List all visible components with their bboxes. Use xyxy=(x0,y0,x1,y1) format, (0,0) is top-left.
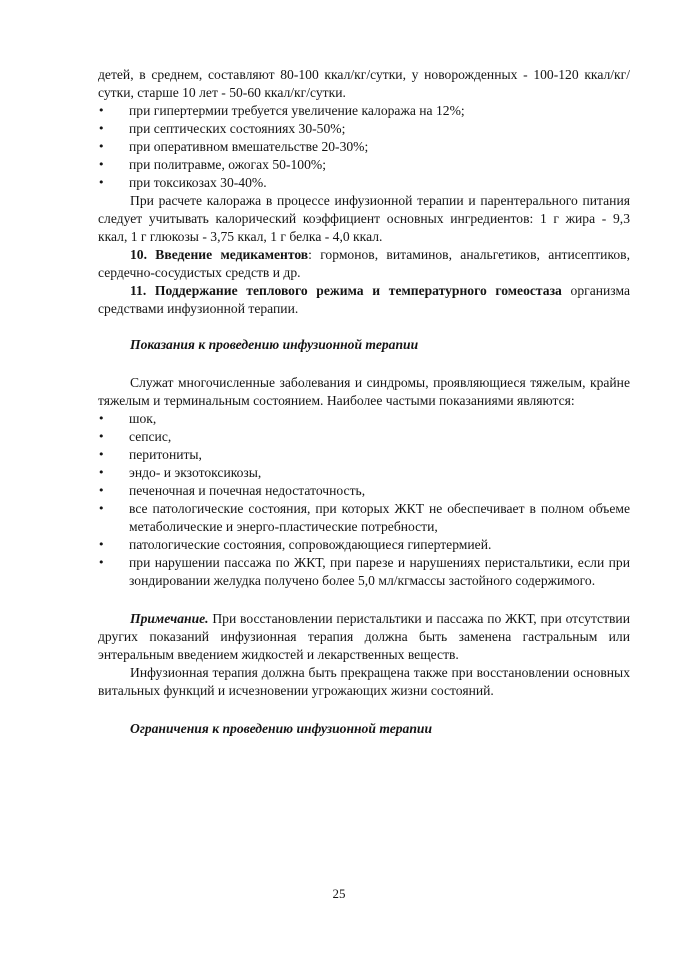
list-item: • эндо- и экзотоксикозы, xyxy=(98,464,630,482)
item-10-paragraph xyxy=(98,246,630,282)
heading-limitations: Ограничения к проведению инфузионной терапии xyxy=(130,721,433,736)
list-item: • перитониты, xyxy=(98,446,630,464)
stop-paragraph: Инфузионная терапия должна быть прекращена также при восстановлении основных витальных функций и исчезновении угрожающих жизни состояний. xyxy=(98,665,630,698)
item-11-paragraph xyxy=(98,282,630,318)
document-page xyxy=(98,66,630,738)
indications-bullet-list xyxy=(98,410,630,590)
list-item: • все патологические состояния, при которых ЖКТ не обеспечивает в полном объеме метаболические и энерго-пластические потребности, xyxy=(98,500,630,536)
item-10-text: : гормонов, витаминов, анальгетиков, антисептиков, сердечно-сосудистых средств и др. xyxy=(98,247,630,280)
list-item: • при септических состояниях 30-50%; xyxy=(98,120,630,138)
heading-indications: Показания к проведению инфузионной терапии xyxy=(130,337,419,352)
list-item: • шок, xyxy=(98,410,630,428)
list-item: • при политравме, ожогах 50-100%; xyxy=(98,156,630,174)
list-item: • при оперативном вмешательстве 20-30%; xyxy=(98,138,630,156)
list-item: • при токсикозах 30-40%. xyxy=(98,174,630,192)
page-number: 25 xyxy=(332,886,346,901)
item-10-lead: 10. Введение медикаментов xyxy=(130,247,309,262)
list-item: • сепсис, xyxy=(98,428,630,446)
item-11-text: организма средствами инфузионной терапии. xyxy=(98,283,630,316)
list-item: • патологические состояния, сопровождающиеся гипертермией. xyxy=(98,536,630,554)
note-paragraph xyxy=(98,610,630,664)
list-item: • при гипертермии требуется увеличение калоража на 12%; xyxy=(98,102,630,120)
continuation-paragraph: детей, в среднем, составляют 80-100 ккал/кг/сутки, у новорожденных - 100-120 ккал/кг/сутки, старше 10 лет - 50-60 ккал/кг/сутки. xyxy=(98,67,630,100)
list-item: • при нарушении пассажа по ЖКТ, при парезе и нарушениях перистальтики, если при зондировании желудка получено более 5,0 мл/кгмассы застойного содержимого. xyxy=(98,554,630,590)
indications-intro: Служат многочисленные заболевания и синдромы, проявляющиеся тяжелым, крайне тяжелым и терминальным состоянием. Наиболее частыми показаниями являются: xyxy=(98,375,630,408)
item-11-lead: 11. Поддержание теплового режима и температурного гомеостаза xyxy=(130,283,562,298)
calorie-paragraph: При расчете калоража в процессе инфузионной терапии и парентерального питания следует учитывать калорический коэффициент основных ингредиентов: 1 г жира - 9,3 ккал, 1 г глюкозы - 3,75 ккал, 1 г белка - 4,0 ккал. xyxy=(98,193,630,244)
note-text: При восстановлении перистальтики и пассажа по ЖКТ, при отсутствии других показаний инфузионная терапия должна быть заменена гастральным или энтеральным введением жидкостей и лекарственных веществ. xyxy=(98,611,630,662)
list-item: • печеночная и почечная недостаточность, xyxy=(98,482,630,500)
calorie-bullet-list xyxy=(98,102,630,192)
note-lead: Примечание. xyxy=(130,611,209,626)
